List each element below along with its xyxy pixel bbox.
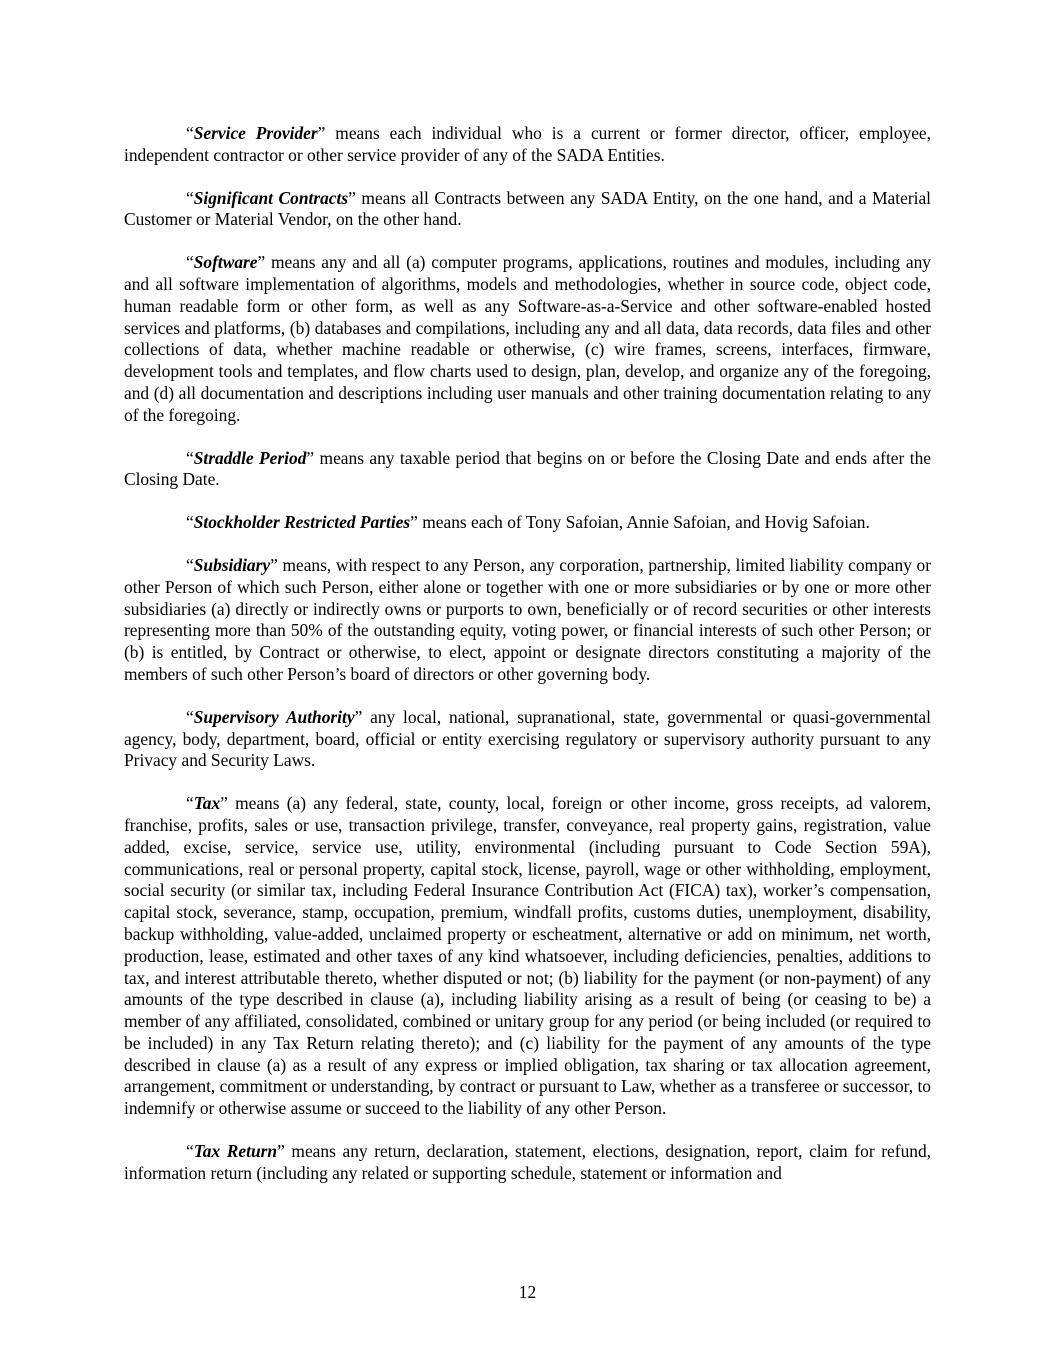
definition-tax: “Tax” means (a) any federal, state, county, local, foreign or other income, gross receipts, ad valorem, franchise, profits, sales or use, transaction privilege, transfer, conveyance, real property gains, registration, value added, excise, service, service use, utility, environmental (including pursuant to Code Section 59A), communications, real or personal property, capital stock, license, payroll, wage or other withholding, employment, social security (or similar tax, including Federal Insurance Contribution Act (FICA) tax), worker’s compensation, capital stock, severance, stamp, occupation, premium, windfall profits, customs duties, unemployment, disability, backup withholding, value-added, unclaimed property or escheatment, alternative or add on minimum, net worth, production, lease, estimated and other taxes of any kind whatsoever, including deficiencies, penalties, additions to tax, and interest attributable thereto, whether disputed or not; (b) liability for the payment (or non-payment) of any amounts of the type described in clause (a), including liability arising as a result of being (or ceasing to be) a member of any affiliated, consolidated, combined or unitary group for any period (or being included (or required to be included) in any Tax Return relating thereto); and (c) liability for the payment of any amounts of the type described in clause (a) as a result of any express or implied obligation, tax sharing or tax allocation agreement, arrangement, commitment or understanding, by contract or pursuant to Law, whether as a transferee or successor, to indemnify or otherwise assume or succeed to the liability of any other Person. [124, 793, 931, 1119]
definition-tax-return: “Tax Return” means any return, declaration, statement, elections, designation, report, claim for refund, information return (including any related or supporting schedule, statement or information and [124, 1141, 932, 1183]
definition-text: means any taxable period that begins on or before the Closing Date and ends after the Closing Date. [124, 447, 931, 490]
definition-supervisory-authority: “Supervisory Authority” any local, national, supranational, state, governmental or quasi-governmental agency, body, department, board, official or entity exercising regulatory or supervisory authority pursuant to any Privacy and Security Laws. [124, 706, 931, 771]
defined-term: Straddle Period [193, 447, 307, 468]
defined-term: Tax Return [193, 1141, 278, 1162]
page-number: 12 [518, 1282, 537, 1302]
definition-text: means all Contracts between any SADA Entity, on the one hand, and a Material Customer or Material Vendor, on the other hand. [124, 187, 931, 230]
definition-subsidiary: “Subsidiary” means, with respect to any Person, any corporation, partnership, limited liability company or other Person of which such Person, either alone or together with one or more subsidiaries or by one or more other subsidiaries (a) directly or indirectly owns or purports to own, beneficially or of record securities or other interests representing more than 50% of the outstanding equity, voting power, or financial interests of such other Person; or (b) is entitled, by Contract or otherwise, to elect, appoint or designate directors constituting a majority of the members of such other Person’s board of directors or other governing body. [124, 554, 931, 684]
defined-term: Significant Contracts [193, 187, 349, 208]
definition-text: means, with respect to any Person, any corporation, partnership, limited liability company or other Person of which such Person, either alone or together with one or more subsidiaries or by one or more other subsidiaries (a) directly or indirectly owns or purports to own, beneficially or of record securities or other interests representing more than 50% of the outstanding equity, voting power, or financial interests of such other Person; or (b) is entitled, by Contract or otherwise, to elect, appoint or designate directors constituting a majority of the members of such other Person’s board of directors or other governing body. [124, 554, 931, 684]
definition-text: means any return, declaration, statement, elections, designation, report, claim for refund, information return (including any related or supporting schedule, statement or information and [124, 1141, 932, 1183]
definition-text: means each individual who is a current or former director, officer, employee, independent contractor or other service provider of any of the SADA Entities. [124, 123, 932, 165]
definition-text: any local, national, supranational, state, governmental or quasi-governmental agency, body, department, board, official or entity exercising regulatory or supervisory authority pursuant to any Privacy and Security Laws. [124, 706, 931, 771]
defined-term: Software [193, 252, 258, 273]
definition-stockholder-restricted-parties: “Stockholder Restricted Parties” means each of Tony Safoian, Annie Safoian, and Hovig Safoian. [186, 512, 870, 533]
defined-term: Tax [193, 793, 221, 814]
defined-term: Supervisory Authority [193, 706, 355, 727]
definition-software: “Software” means any and all (a) computer programs, applications, routines and modules, including any and all software implementation of algorithms, models and methodologies, whether in source code, object code, human readable form or other form, as well as any Software-as-a-Service and other software-enabled hosted services and platforms, (b) databases and compilations, including any and all data, data records, data files and other collections of data, whether machine readable or otherwise, (c) wire frames, screens, interfaces, firmware, development tools and templates, and flow charts used to design, plan, develop, and organize any of the foregoing, and (d) all documentation and descriptions including user manuals and other training documentation relating to any of the foregoing. [124, 252, 931, 425]
defined-term: Subsidiary [193, 554, 271, 575]
definition-significant-contracts: “Significant Contracts” means all Contracts between any SADA Entity, on the one hand, and a Material Customer or Material Vendor, on the other hand. [124, 187, 931, 230]
definition-text: means each of Tony Safoian, Annie Safoian, and Hovig Safoian. [417, 512, 870, 533]
definition-text: means any and all (a) computer programs, applications, routines and modules, including any and all software implementation of algorithms, models and methodologies, whether in source code, object code, human readable form or other form, as well as any Software-as-a-Service and other software-enabled hosted services and platforms, (b) databases and compilations, including any and all data, data records, data files and other collections of data, whether machine readable or otherwise, (c) wire frames, screens, interfaces, firmware, development tools and templates, and flow charts used to design, plan, develop, and organize any of the foregoing, and (d) all documentation and descriptions including user manuals and other training documentation relating to any of the foregoing. [124, 252, 931, 425]
definition-straddle-period: “Straddle Period” means any taxable period that begins on or before the Closing Date and ends after the Closing Date. [124, 447, 931, 490]
definition-service-provider: “Service Provider” means each individual who is a current or former director, officer, employee, independent contractor or other service provider of any of the SADA Entities. [124, 123, 932, 165]
defined-term: Stockholder Restricted Parties [193, 512, 411, 533]
definition-text: means (a) any federal, state, county, local, foreign or other income, gross receipts, ad valorem, franchise, profits, sales or use, transaction privilege, transfer, conveyance, real property gains, registration, value added, excise, service, service use, utility, environmental (including pursuant to Code Section 59A), communications, real or personal property, capital stock, license, payroll, wage or other withholding, employment, social security (or similar tax, including Federal Insurance Contribution Act (FICA) tax), worker’s compensation, capital stock, severance, stamp, occupation, premium, windfall profits, customs duties, unemployment, disability, backup withholding, value-added, unclaimed property or escheatment, alternative or add on minimum, net worth, production, lease, estimated and other taxes of any kind whatsoever, including deficiencies, penalties, additions to tax, and interest attributable thereto, whether disputed or not; (b) liability for the payment (or non-payment) of any amounts of the type described in clause (a), including liability arising as a result of being (or ceasing to be) a member of any affiliated, consolidated, combined or unitary group for any period (or being included (or required to be included) in any Tax Return relating thereto); and (c) liability for the payment of any amounts of the type described in clause (a) as a result of any express or implied obligation, tax sharing or tax allocation agreement, arrangement, commitment or understanding, by contract or pursuant to Law, whether as a transferee or successor, to indemnify or otherwise assume or succeed to the liability of any other Person. [124, 793, 931, 1119]
document-page [124, 123, 931, 1206]
defined-term: Service Provider [193, 123, 318, 143]
